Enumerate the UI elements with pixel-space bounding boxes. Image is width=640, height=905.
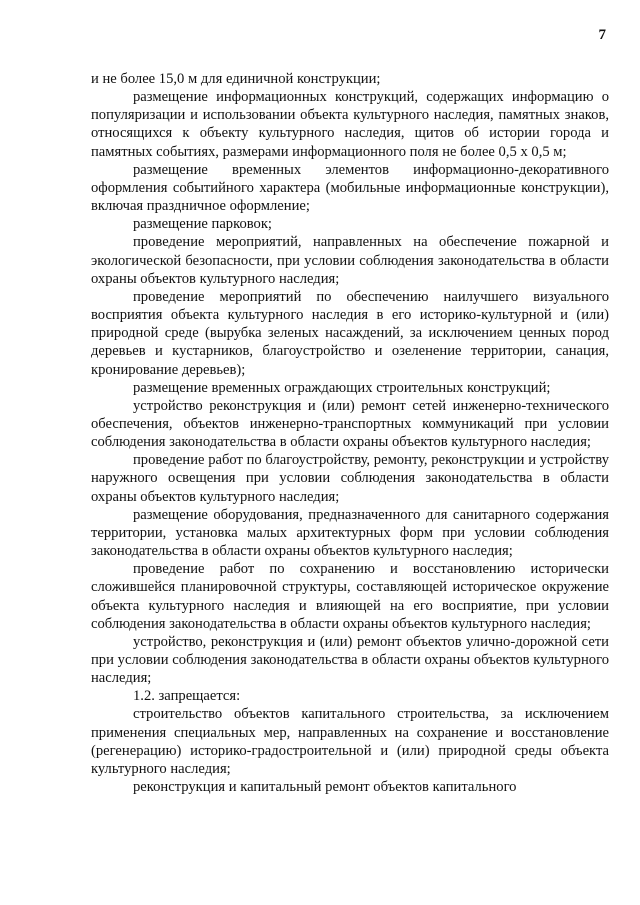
- paragraph: размещение оборудования, предназначенного для санитарного содержания территории, установка малых архитектурных форм при условии соблюдения законодательства в области охраны объектов культурного наследия;: [91, 506, 609, 560]
- paragraph: устройство реконструкция и (или) ремонт сетей инженерно-технического обеспечения, объектов инженерно-транспортных коммуникаций при условии соблюдения законодательства в области охраны объектов культурного наследия;: [91, 397, 609, 451]
- document-body: [91, 70, 609, 796]
- paragraph: размещение парковок;: [133, 216, 272, 233]
- paragraph-truncated: реконструкция и капитальный ремонт объектов капитального: [133, 779, 517, 796]
- paragraph: проведение работ по благоустройству, ремонту, реконструкции и устройству наружного освещения при условии соблюдения законодательства в области охраны объектов культурного наследия;: [91, 452, 609, 505]
- section-heading: 1.2. запрещается:: [133, 688, 241, 705]
- paragraph: размещение временных ограждающих строительных конструкций;: [133, 379, 551, 396]
- page-number: 7: [598, 27, 606, 43]
- paragraph-continuation: и не более 15,0 м для единичной конструкции;: [91, 71, 381, 87]
- paragraph: проведение мероприятий по обеспечению наилучшего визуального восприятия объекта культурного наследия в его историко-культурной и (или) природной среде (вырубка зеленых насаждений, за исключением ценных пород деревьев и кустарников, благоустройство и озеленение территории, санация, кронирование деревьев);: [91, 288, 609, 378]
- paragraph: устройство, реконструкция и (или) ремонт объектов улично-дорожной сети при условии соблюдения законодательства в области охраны объектов культурного наследия;: [91, 633, 609, 687]
- paragraph: проведение мероприятий, направленных на обеспечение пожарной и экологической безопасности, при условии соблюдения законодательства в области охраны объектов культурного наследия;: [91, 234, 609, 287]
- paragraph: строительство объектов капитального строительства, за исключением применения специальных мер, направленных на сохранение и восстановление (регенерацию) историко-градостроительной и (или) природной среды объекта культурного наследия;: [91, 706, 609, 777]
- paragraph: размещение информационных конструкций, содержащих информацию о популяризации и использовании объекта культурного наследия, памятных знаков, относящихся к объекту культурного наследия, щитов об истории города и памятных событиях, размерами информационного поля не более 0,5 х 0,5 м;: [91, 89, 609, 160]
- paragraph: проведение работ по сохранению и восстановлению исторически сложившейся планировочной структуры, составляющей историческое окружение объекта культурного наследия и влияющей на его восприятие, при условии соблюдения законодательства в области охраны объектов культурного наследия;: [91, 561, 609, 632]
- paragraph: размещение временных элементов информационно-декоративного оформления событийного характера (мобильные информационные конструкции), включая праздничное оформление;: [91, 161, 609, 215]
